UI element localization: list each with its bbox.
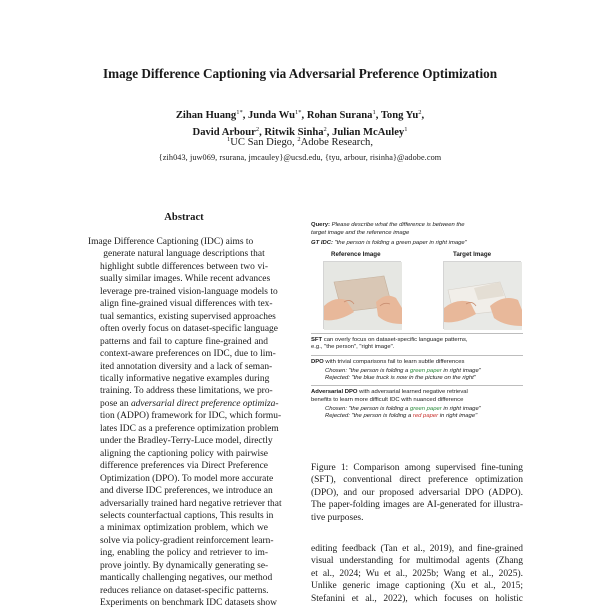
abstract-line: adversarially trained hard negative retriever that [100, 498, 282, 509]
caption-line: tive purposes. [311, 512, 364, 523]
author-name: David Arbour [192, 127, 256, 138]
abstract-line: solve via policy-gradient reinforcement learn- [100, 535, 274, 546]
abstract-line: prove jointly. By dynamically generating se- [100, 560, 269, 571]
body-text-right-column [311, 543, 523, 605]
author-line-1: Zihan Huang$^{1*}$, Junda $Wu^{1*}$, Rohan Surana$^1$, Tong Yu$^2$, [175, 109, 425, 121]
author-line-2: David Arbour$^2$, Ritwik Sinha$^2$, Julian McAuley$^1$ [192, 126, 408, 138]
abstract-heading: Abstract [164, 212, 204, 223]
body-line: visual understanding for multimodal agents (Zhang [311, 556, 523, 567]
abstract-line: leverage pre-trained vision-language models to [100, 286, 278, 297]
abstract-line: generate natural language descriptions that [103, 249, 265, 260]
caption-line: (DPO), and our proposed adversarial DPO (ADPO). [311, 487, 523, 498]
abstract-line: often overly focus on dataset-specific language [100, 324, 278, 335]
abstract-line: Optimization (DPO). To model more accurate [100, 473, 274, 484]
author-name: Zihan Huang [175, 110, 237, 121]
figure-image-row [311, 251, 523, 333]
abstract-line: mantically challenging negatives, our method [100, 573, 273, 584]
caption-line: (SFT), conventional direct preference optimization [311, 475, 523, 486]
figure-1 [311, 221, 523, 443]
figure-sft-section: SFT can overly focus on dataset-specific language patterns, e.g., "the person", "right image". [311, 333, 523, 352]
abstract-line: highlight subtle differences between two vi- [100, 261, 268, 272]
figure-dpo-section: DPO with trivial comparisons fail to learn subtle differences Chosen: "the person is folding a green paper in right image" Rejected: "the blue truck is now in the picture on the right" [311, 355, 523, 383]
abstract-line: Image Difference Captioning (IDC) aims to [88, 237, 254, 247]
target-image-label: Target Image [453, 251, 492, 258]
author-name: Ritwik Sinha [264, 127, 324, 138]
reference-image [323, 261, 401, 329]
author-name: Julian McAuley [332, 127, 405, 138]
abstract-line: sually similar images. While recent advances [100, 274, 271, 285]
abstract-line: pose an adversarial direct preference optimiza- [100, 398, 279, 409]
abstract-line: training. To address these limitations, we pro- [100, 386, 273, 397]
author-name: Junda Wu [248, 110, 296, 121]
abstract-line: and diverse IDC preferences, we introduce an [100, 486, 273, 497]
abstract-line: a minimax optimization problem, which we [100, 523, 268, 534]
abstract-line: tically informative negative examples during [100, 373, 270, 384]
body-line: Stefanini et al., 2022), which focuses on holistic [311, 593, 523, 604]
abstract-line: aligning the captioning policy with pairwise [100, 448, 268, 459]
abstract-line: lates IDC as a preference optimization problem [100, 423, 279, 434]
abstract-line: selects counterfactual captions, This results in [100, 510, 274, 521]
paper-title: Image Difference Captioning via Adversarial Preference Optimization [102, 66, 498, 81]
figure-query: Query: Please describe what the difference is between the target image and the reference image [311, 222, 465, 236]
abstract-line: context-aware preferences on IDC, due to lim- [100, 349, 276, 360]
abstract-line: Experiments on benchmark IDC datasets show [100, 598, 277, 609]
abstract-body [88, 236, 280, 610]
abstract-line: tual semantics, existing supervised approaches [100, 311, 276, 322]
abstract-line: ited annotation diversity and a lack of seman- [100, 361, 273, 372]
affiliations: $^1$UC San Diego, $^2$Adobe Research, [227, 136, 373, 148]
author-name: Rohan Surana [306, 110, 373, 121]
body-line: et al., 2024; Wu et al., 2025b; Wang et al., 2025). [311, 568, 523, 579]
abstract-line: reduces reliance on dataset-specific patterns. [100, 585, 269, 596]
body-line: editing feedback (Tan et al., 2019), and fine-grained [311, 544, 523, 554]
reference-image-label: Reference Image [331, 251, 381, 258]
abstract-line: tion (ADPO) framework for IDC, which formu- [100, 411, 282, 422]
figure-adpo-section: Adversarial DPO with adversarial learned negative retrieval benefits to learn more difficult IDC with nuanced difference Chosen: "the person is folding a green paper in right image" Rejected: "the person is folding a red paper in right image" [311, 385, 523, 420]
caption-line: The paper-folding images are AI-generated for illustra- [311, 500, 523, 511]
figure-gt-idc: GT IDC: "the person is folding a green paper in right image" [311, 240, 467, 246]
author-list [0, 106, 600, 140]
body-line: Unlike generic image captioning (Xu et al., 2015; [311, 581, 523, 592]
author-name: Tong Yu [380, 110, 419, 121]
figure-1-caption [311, 462, 523, 524]
abstract-line: align fine-grained visual differences with tex- [100, 299, 273, 310]
author-emails: {zih043, juw069, rsurana, jmcauley}@ucsd.edu, {tyu, arbour, risinha}@adobe.com [158, 153, 442, 162]
target-image [443, 261, 521, 329]
abstract-line: ing, enabling the policy and retriever to im- [100, 548, 268, 559]
abstract-line: under the Bradley-Terry-Luce model, directly [100, 436, 273, 447]
abstract-line: difference preferences via Direct Preference [100, 461, 268, 472]
caption-line: Figure 1: Comparison among supervised fine-tuning [311, 463, 523, 473]
abstract-line: patterns and fail to capture fine-grained and [100, 336, 268, 347]
